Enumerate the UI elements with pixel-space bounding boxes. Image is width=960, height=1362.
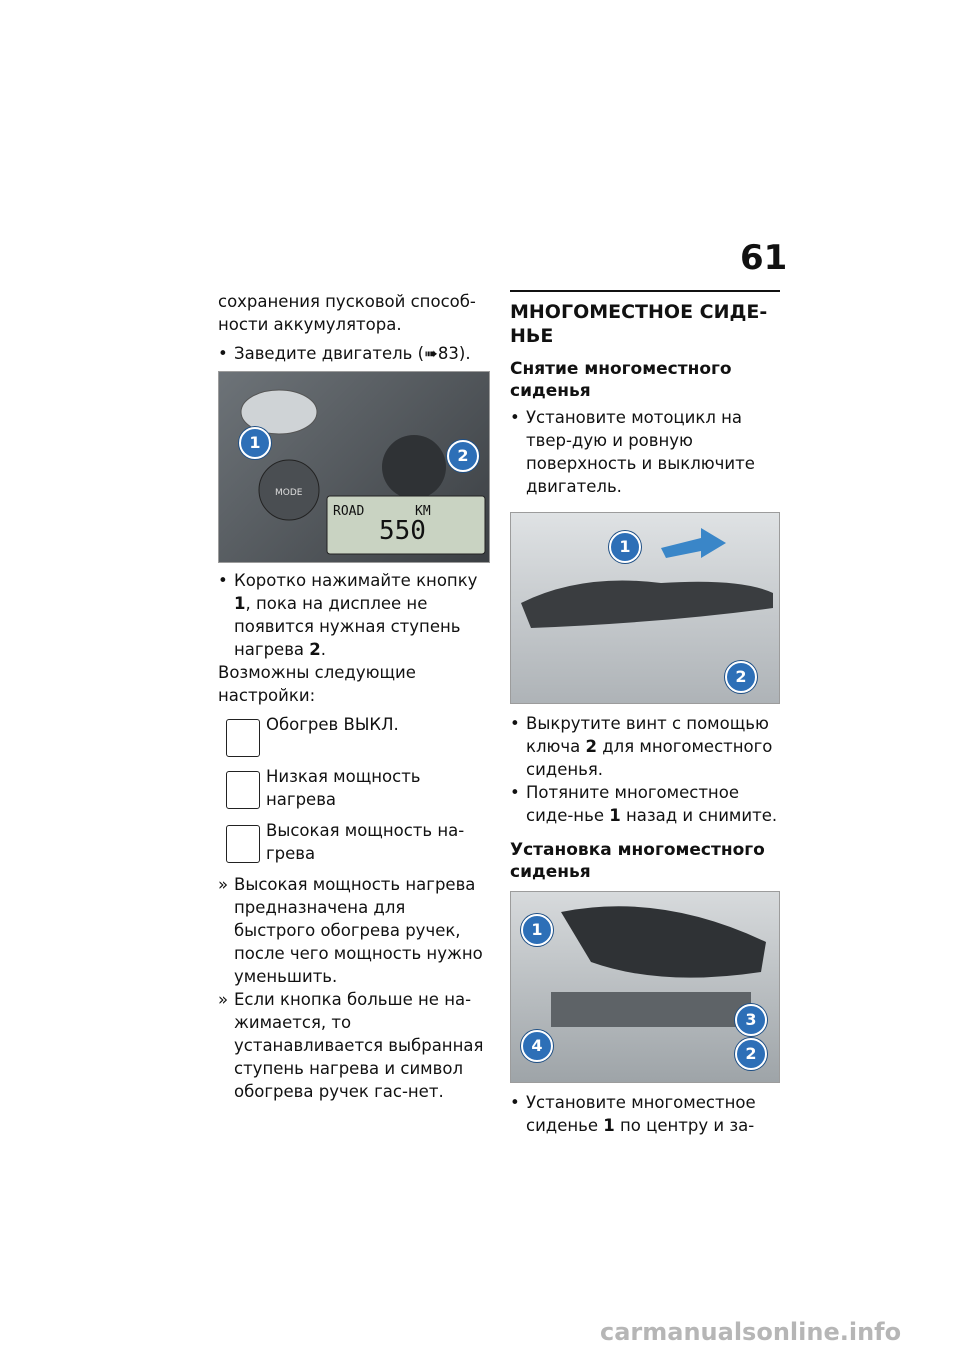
callout-2: 2 — [447, 440, 479, 472]
page-ref-arrow-icon: ➠ — [424, 344, 438, 363]
mode-button-label: MODE — [275, 488, 303, 498]
setting-high: Высокая мощность на-грева — [218, 819, 490, 865]
callout-4: 4 — [521, 1030, 553, 1062]
seat-removal-photo — [510, 512, 780, 704]
grip-heating-low-icon — [226, 771, 260, 809]
left-column — [218, 290, 490, 1103]
display-unit: KM — [415, 504, 431, 519]
install-step-1: • Установите многоместное сиденье 1 по центру и за- — [510, 1091, 780, 1137]
section-heading: МНОГОМЕСТНОЕ СИДЕ-НЬЕ — [510, 301, 768, 347]
intro-text: сохранения пусковой способ-ности аккумулятора. — [218, 292, 476, 334]
page-number: 61 — [740, 238, 788, 278]
removal-step-3: • Потяните многоместное сиде-нье 1 назад и снимите. — [510, 781, 780, 827]
subheading-install: Установка многоместного сиденья — [510, 840, 765, 882]
callout-3: 3 — [735, 1004, 767, 1036]
press-button-step: • Коротко нажимайте кнопку 1, пока на дисплее не появится нужная ступень нагрева 2. — [218, 569, 490, 661]
possible-settings: Возможны следующие настройки: — [218, 663, 416, 705]
removal-step-1: • Установите мотоцикл на твер-дую и ровную поверхность и выключите двигатель. — [510, 406, 780, 498]
display-value: 550 — [379, 516, 426, 546]
callout-2: 2 — [735, 1038, 767, 1070]
grip-heating-high-icon — [226, 825, 260, 863]
callout-1: 1 — [239, 427, 271, 459]
setting-off: Обогрев ВЫКЛ. — [218, 713, 490, 757]
seat-install-photo — [510, 891, 780, 1083]
callout-1: 1 — [521, 914, 553, 946]
note-button-release: » Если кнопка больше не на-жимается, то устанавливается выбранная ступень нагрева и символ обогрева ручек гас-нет. — [218, 988, 490, 1103]
removal-step-2: • Выкрутите винт с помощью ключа 2 для многоместного сиденья. — [510, 712, 780, 781]
start-engine-step: • Заведите двигатель (➠83). — [218, 342, 490, 365]
setting-low: Низкая мощность нагрева — [218, 765, 490, 811]
right-column — [510, 290, 780, 1137]
note-high-power: » Высокая мощность нагрева предназначена для быстрого обогрева ручек, после чего мощность нужно уменьшить. — [218, 873, 490, 988]
watermark: carmanualsonline.info — [600, 1318, 902, 1346]
grip-heating-off-icon — [226, 719, 260, 757]
callout-1: 1 — [609, 531, 641, 563]
callout-2: 2 — [725, 661, 757, 693]
section-rule — [510, 290, 780, 292]
handlebar-photo — [218, 371, 490, 563]
subheading-removal: Снятие многоместного сиденья — [510, 359, 732, 401]
display-mode: ROAD — [333, 504, 365, 519]
